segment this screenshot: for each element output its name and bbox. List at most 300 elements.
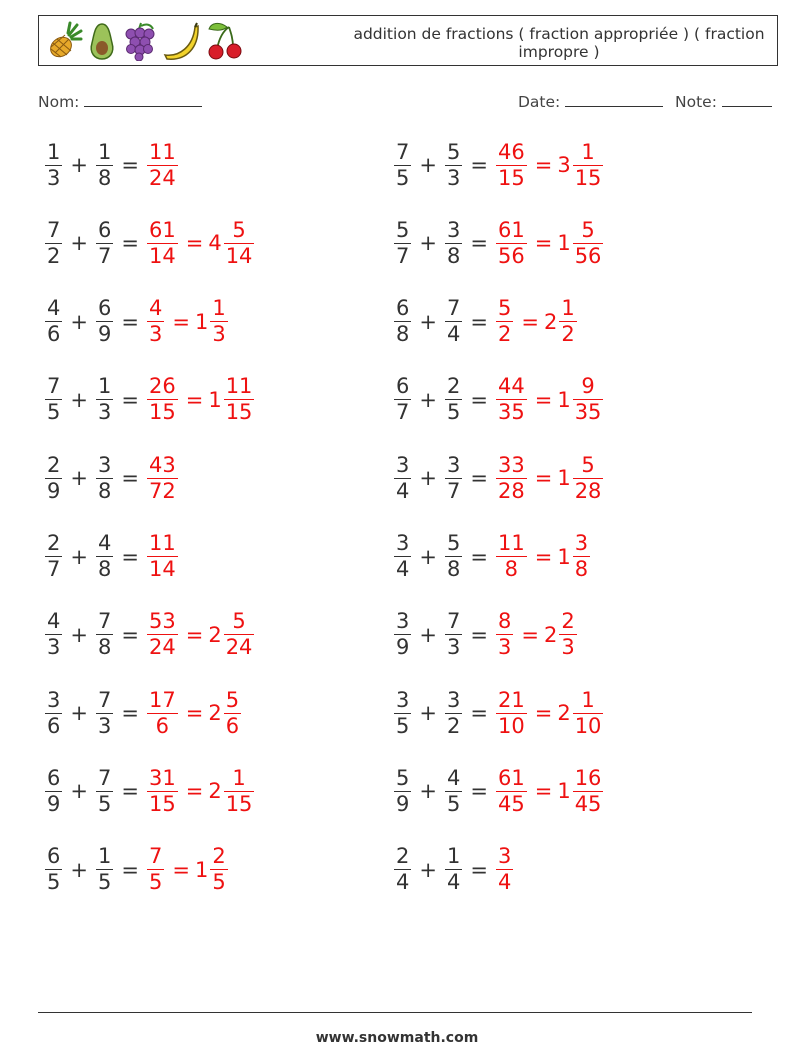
- denominator: 14: [148, 557, 176, 581]
- numerator: 6: [47, 844, 61, 869]
- mixed-whole: 1: [557, 231, 571, 256]
- answer-mixed-fraction: [224, 766, 255, 817]
- answer-improper-fraction: [496, 218, 527, 269]
- numerator: 5: [396, 217, 410, 242]
- denominator: 35: [497, 400, 525, 425]
- problem-item: [44, 759, 255, 823]
- addend-fraction: [45, 140, 62, 191]
- addend-fraction: [96, 844, 113, 895]
- denominator: 9: [47, 791, 61, 816]
- numerator: 1: [97, 139, 112, 164]
- numerator: 1: [581, 139, 595, 164]
- equals-sign: =: [185, 387, 204, 412]
- denominator: 6: [47, 322, 61, 347]
- answer-mixed-fraction: [573, 531, 590, 582]
- numerator: 1: [97, 374, 112, 399]
- equals-sign: =: [534, 387, 553, 412]
- denominator: 24: [148, 635, 176, 660]
- name-label: Nom:: [38, 93, 80, 111]
- equals-sign: =: [470, 701, 488, 726]
- answer-mixed-fraction: [224, 218, 255, 269]
- cherries-icon: [205, 21, 245, 61]
- addend-fraction: [45, 453, 62, 504]
- mixed-whole: 2: [543, 309, 558, 334]
- equals-sign: =: [121, 779, 139, 804]
- numerator: 7: [446, 609, 461, 634]
- denominator: 4: [396, 557, 410, 581]
- addend-fraction: [445, 296, 462, 347]
- answer-improper-fraction: [147, 609, 178, 660]
- denominator: 15: [148, 400, 176, 425]
- mixed-whole: 2: [208, 701, 222, 726]
- numerator: 4: [47, 296, 61, 321]
- numerator: 44: [497, 374, 525, 399]
- numerator: 53: [148, 609, 176, 634]
- mixed-whole: 1: [557, 387, 571, 412]
- denominator: 2: [47, 243, 61, 268]
- problem-item: [44, 525, 179, 589]
- answer: [495, 609, 578, 660]
- plus-sign: +: [70, 309, 88, 334]
- denominator: 56: [497, 243, 525, 268]
- denominator: 45: [574, 791, 602, 816]
- answer-mixed-fraction: [224, 609, 255, 660]
- denominator: 4: [446, 322, 461, 347]
- answer-mixed-fraction: [573, 453, 604, 504]
- addend-fraction: [96, 766, 113, 817]
- problem-item: [44, 446, 179, 510]
- answer: [495, 531, 591, 582]
- numerator: 1: [97, 844, 112, 869]
- denominator: 6: [47, 713, 61, 738]
- denominator: 4: [396, 870, 410, 895]
- equals-sign: =: [185, 779, 204, 804]
- answer-improper-fraction: [147, 766, 178, 817]
- numerator: 46: [497, 139, 525, 164]
- answer: [146, 140, 179, 191]
- numerator: 3: [396, 531, 410, 555]
- denominator: 7: [47, 557, 61, 581]
- denominator: 8: [504, 557, 519, 581]
- answer-improper-fraction: [147, 844, 164, 895]
- addend-fraction: [45, 844, 62, 895]
- numerator: 9: [581, 374, 595, 399]
- numerator: 2: [446, 374, 461, 399]
- numerator: 3: [446, 687, 461, 712]
- denominator: 5: [446, 400, 461, 425]
- plus-sign: +: [419, 779, 437, 804]
- numerator: 3: [497, 844, 512, 869]
- addend-fraction: [394, 296, 411, 347]
- denominator: 8: [574, 557, 589, 581]
- equals-sign: =: [121, 231, 139, 256]
- mixed-whole: 1: [557, 466, 571, 491]
- denominator: 24: [225, 635, 253, 660]
- problem-item: [44, 681, 242, 745]
- numerator: 11: [148, 139, 176, 164]
- answer-improper-fraction: [496, 531, 527, 582]
- problem-item: [393, 759, 604, 823]
- numerator: 3: [97, 452, 112, 477]
- numerator: 11: [497, 531, 525, 555]
- addend-fraction: [445, 140, 462, 191]
- addend-fraction: [96, 374, 113, 425]
- answer-improper-fraction: [496, 609, 513, 660]
- problem-item: [44, 838, 229, 902]
- numerator: 17: [148, 687, 176, 712]
- denominator: 5: [47, 400, 61, 425]
- addend-fraction: [394, 766, 411, 817]
- equals-sign: =: [121, 622, 139, 647]
- equals-sign: =: [172, 857, 190, 882]
- denominator: 3: [561, 635, 575, 660]
- answer: [495, 766, 604, 817]
- equals-sign: =: [470, 857, 488, 882]
- plus-sign: +: [419, 544, 437, 569]
- answer: [146, 218, 255, 269]
- answer-mixed-fraction: [210, 296, 227, 347]
- plus-sign: +: [419, 153, 437, 177]
- equals-sign: =: [534, 544, 553, 569]
- equals-sign: =: [470, 544, 488, 569]
- denominator: 3: [148, 322, 163, 347]
- answer-improper-fraction: [496, 296, 513, 347]
- addend-fraction: [394, 453, 411, 504]
- numerator: 5: [446, 139, 461, 164]
- answer-improper-fraction: [496, 140, 527, 191]
- denominator: 3: [446, 635, 461, 660]
- date-blank: [565, 92, 663, 107]
- mixed-whole: 1: [557, 544, 571, 569]
- problem-item: [393, 681, 604, 745]
- addend-fraction: [394, 140, 411, 191]
- answer-mixed-fraction: [224, 688, 241, 739]
- numerator: 4: [47, 609, 61, 634]
- numerator: 7: [446, 296, 461, 321]
- equals-sign: =: [121, 387, 139, 412]
- mixed-whole: 1: [557, 779, 571, 804]
- footer-divider: [38, 1012, 752, 1013]
- note-label: Note:: [675, 93, 717, 111]
- equals-sign: =: [470, 779, 488, 804]
- addend-fraction: [45, 296, 62, 347]
- denominator: 4: [446, 870, 461, 895]
- equals-sign: =: [521, 622, 539, 647]
- mixed-whole: 4: [208, 231, 222, 256]
- addend-fraction: [45, 609, 62, 660]
- problem-item: [44, 133, 179, 197]
- equals-sign: =: [521, 309, 539, 334]
- denominator: 8: [446, 243, 461, 268]
- addend-fraction: [45, 531, 62, 582]
- answer-improper-fraction: [147, 296, 164, 347]
- answer-mixed-fraction: [573, 140, 604, 191]
- numerator: 4: [446, 765, 461, 790]
- denominator: 8: [97, 635, 112, 660]
- plus-sign: +: [419, 857, 437, 882]
- numerator: 5: [396, 765, 410, 790]
- denominator: 9: [97, 322, 112, 347]
- numerator: 6: [47, 765, 61, 790]
- answer: [495, 218, 604, 269]
- equals-sign: =: [470, 466, 488, 491]
- denominator: 24: [148, 165, 176, 190]
- denominator: 8: [97, 478, 112, 503]
- pineapple-icon: [43, 21, 83, 61]
- denominator: 15: [225, 400, 253, 425]
- addend-fraction: [394, 531, 411, 582]
- addend-fraction: [445, 609, 462, 660]
- numerator: 2: [47, 531, 61, 555]
- numerator: 4: [148, 296, 163, 321]
- plus-sign: +: [70, 857, 88, 882]
- answer: [495, 453, 604, 504]
- addend-fraction: [96, 218, 113, 269]
- numerator: 3: [396, 452, 410, 477]
- answer-mixed-fraction: [559, 296, 576, 347]
- plus-sign: +: [70, 387, 88, 412]
- numerator: 7: [47, 217, 61, 242]
- numerator: 26: [148, 374, 176, 399]
- date-field: [518, 92, 663, 111]
- plus-sign: +: [70, 622, 88, 647]
- answer: [146, 531, 179, 582]
- numerator: 2: [212, 844, 226, 869]
- numerator: 1: [581, 687, 595, 712]
- numerator: 3: [396, 687, 410, 712]
- denominator: 5: [396, 165, 410, 190]
- answer: [146, 296, 229, 347]
- plus-sign: +: [419, 466, 437, 491]
- numerator: 7: [47, 374, 61, 399]
- denominator: 5: [446, 791, 461, 816]
- denominator: 15: [497, 165, 525, 190]
- numerator: 3: [47, 687, 61, 712]
- answer-improper-fraction: [496, 844, 513, 895]
- answer-improper-fraction: [496, 766, 527, 817]
- numerator: 4: [97, 531, 112, 555]
- worksheet-title: addition de fractions ( fraction appropriée ) ( fraction impropre ): [353, 25, 765, 61]
- denominator: 35: [574, 400, 602, 425]
- numerator: 31: [148, 765, 176, 790]
- addend-fraction: [96, 531, 113, 582]
- addend-fraction: [394, 844, 411, 895]
- numerator: 1: [232, 765, 246, 790]
- addend-fraction: [45, 218, 62, 269]
- denominator: 14: [148, 243, 176, 268]
- equals-sign: =: [470, 309, 488, 334]
- addend-fraction: [445, 374, 462, 425]
- numerator: 1: [446, 844, 461, 869]
- equals-sign: =: [470, 622, 488, 647]
- numerator: 61: [497, 217, 525, 242]
- denominator: 5: [47, 870, 61, 895]
- denominator: 3: [47, 635, 61, 660]
- problem-item: [393, 525, 591, 589]
- denominator: 5: [148, 870, 163, 895]
- denominator: 3: [47, 165, 61, 190]
- answer: [495, 140, 604, 191]
- equals-sign: =: [121, 701, 139, 726]
- answer-improper-fraction: [496, 453, 527, 504]
- denominator: 10: [574, 713, 602, 738]
- addend-fraction: [445, 531, 462, 582]
- numerator: 3: [446, 452, 461, 477]
- mixed-whole: 1: [208, 387, 222, 412]
- plus-sign: +: [70, 231, 88, 256]
- numerator: 2: [396, 844, 410, 869]
- equals-sign: =: [121, 544, 139, 569]
- addend-fraction: [45, 688, 62, 739]
- equals-sign: =: [470, 153, 488, 177]
- equals-sign: =: [534, 231, 553, 256]
- addend-fraction: [394, 609, 411, 660]
- answer: [495, 844, 514, 895]
- numerator: 2: [561, 609, 575, 634]
- denominator: 28: [497, 478, 525, 503]
- answer-mixed-fraction: [573, 766, 604, 817]
- addend-fraction: [96, 453, 113, 504]
- denominator: 5: [396, 713, 410, 738]
- numerator: 3: [574, 531, 589, 555]
- equals-sign: =: [534, 466, 553, 491]
- denominator: 6: [225, 713, 240, 738]
- addend-fraction: [96, 688, 113, 739]
- plus-sign: +: [70, 153, 88, 177]
- numerator: 7: [396, 139, 410, 164]
- note-field: [675, 92, 772, 111]
- numerator: 1: [47, 139, 61, 164]
- equals-sign: =: [470, 387, 488, 412]
- plus-sign: +: [70, 779, 88, 804]
- problem-item: [44, 211, 255, 275]
- problem-item: [393, 838, 514, 902]
- denominator: 3: [446, 165, 461, 190]
- plus-sign: +: [419, 387, 437, 412]
- problem-item: [393, 603, 578, 667]
- answer-mixed-fraction: [573, 374, 604, 425]
- numerator: 16: [574, 765, 602, 790]
- denominator: 2: [497, 322, 512, 347]
- numerator: 7: [97, 609, 112, 634]
- plus-sign: +: [419, 309, 437, 334]
- equals-sign: =: [185, 231, 204, 256]
- numerator: 61: [148, 217, 176, 242]
- equals-sign: =: [534, 153, 553, 177]
- denominator: 72: [148, 478, 176, 503]
- numerator: 8: [497, 609, 512, 634]
- equals-sign: =: [185, 701, 204, 726]
- name-blank: [84, 92, 202, 107]
- numerator: 5: [497, 296, 512, 321]
- denominator: 5: [97, 870, 112, 895]
- equals-sign: =: [470, 231, 488, 256]
- numerator: 1: [561, 296, 575, 321]
- addend-fraction: [445, 688, 462, 739]
- answer: [146, 374, 255, 425]
- name-field: [38, 92, 202, 111]
- denominator: 6: [155, 713, 170, 738]
- denominator: 28: [574, 478, 602, 503]
- plus-sign: +: [419, 231, 437, 256]
- numerator: 5: [232, 609, 246, 634]
- mixed-whole: 2: [543, 622, 558, 647]
- numerator: 33: [497, 452, 525, 477]
- avocado-icon: [87, 21, 117, 61]
- denominator: 7: [446, 478, 461, 503]
- addend-fraction: [45, 374, 62, 425]
- fruit-icons: [43, 19, 245, 63]
- numerator: 5: [581, 217, 595, 242]
- denominator: 10: [497, 713, 525, 738]
- answer: [495, 374, 604, 425]
- equals-sign: =: [121, 153, 139, 177]
- numerator: 21: [497, 687, 525, 712]
- denominator: 3: [212, 322, 226, 347]
- equals-sign: =: [172, 309, 190, 334]
- answer: [146, 453, 179, 504]
- answer: [146, 766, 255, 817]
- denominator: 7: [97, 243, 112, 268]
- problem-item: [393, 446, 604, 510]
- numerator: 3: [396, 609, 410, 634]
- problem-item: [393, 290, 578, 354]
- header-box: [38, 15, 778, 66]
- numerator: 5: [225, 687, 240, 712]
- answer: [146, 688, 242, 739]
- answer-mixed-fraction: [559, 609, 576, 660]
- denominator: 3: [97, 713, 112, 738]
- answer-improper-fraction: [147, 374, 178, 425]
- numerator: 6: [97, 217, 112, 242]
- equals-sign: =: [121, 857, 139, 882]
- answer-improper-fraction: [147, 688, 178, 739]
- problem-item: [393, 133, 604, 197]
- addend-fraction: [394, 374, 411, 425]
- problem-item: [393, 211, 604, 275]
- answer-improper-fraction: [147, 140, 178, 191]
- denominator: 9: [396, 635, 410, 660]
- denominator: 2: [561, 322, 575, 347]
- answer: [146, 844, 229, 895]
- numerator: 1: [212, 296, 226, 321]
- mixed-whole: 2: [208, 779, 222, 804]
- answer-improper-fraction: [496, 688, 527, 739]
- plus-sign: +: [419, 701, 437, 726]
- addend-fraction: [96, 140, 113, 191]
- problem-item: [44, 290, 229, 354]
- denominator: 14: [225, 243, 253, 268]
- denominator: 56: [574, 243, 602, 268]
- answer-mixed-fraction: [210, 844, 227, 895]
- mixed-whole: 3: [557, 153, 571, 177]
- note-blank: [722, 92, 772, 107]
- problem-item: [44, 603, 255, 667]
- denominator: 8: [446, 557, 461, 581]
- answer: [495, 296, 578, 347]
- mixed-whole: 1: [194, 309, 209, 334]
- equals-sign: =: [121, 309, 139, 334]
- denominator: 8: [97, 165, 112, 190]
- answer-mixed-fraction: [573, 218, 604, 269]
- numerator: 5: [232, 217, 246, 242]
- answer-mixed-fraction: [573, 688, 604, 739]
- denominator: 15: [225, 791, 253, 816]
- numerator: 6: [396, 296, 410, 321]
- mixed-whole: 1: [194, 857, 209, 882]
- mixed-whole: 2: [208, 622, 222, 647]
- addend-fraction: [445, 766, 462, 817]
